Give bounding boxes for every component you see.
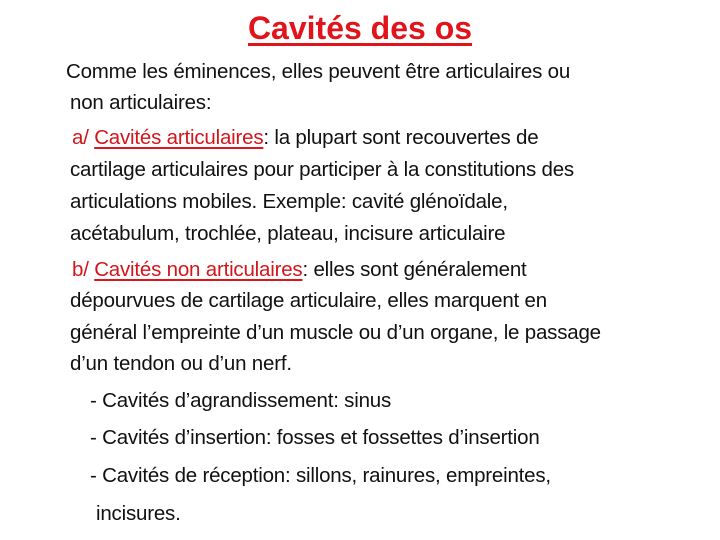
section-a-heading: Cavités articulaires [94,126,264,149]
section-b-line-2: dépourvues de cartilage articulaire, elles marquent en [70,289,547,312]
section-b-prefix: b/ [72,258,95,281]
section-b-line-4: d’un tendon ou d’un nerf. [70,352,292,375]
section-b-text: : elles sont généralement [302,258,527,281]
list-item: - Cavités d’insertion: fosses et fossettes d’insertion [90,426,540,449]
section-a-text: : la plupart sont recouvertes de [263,126,539,149]
section-b-line-1 [72,258,527,282]
intro-line-2: non articulaires: [70,91,212,114]
section-b-line-3: général l’empreinte d’un muscle ou d’un organe, le passage [70,321,601,344]
section-a-prefix: a/ [72,126,95,149]
slide-title [0,10,720,47]
intro-line-1: Comme les éminences, elles peuvent être articulaires ou [66,60,571,83]
list-item: incisures. [96,502,181,525]
list-item: - Cavités de réception: sillons, rainures, empreintes, [90,464,551,487]
section-a-line-1 [72,126,538,150]
list-item: - Cavités d’agrandissement: sinus [90,389,392,412]
section-a-line-3: articulations mobiles. Exemple: cavité glénoïdale, [70,190,508,213]
title-text: Cavités des os [247,10,473,46]
section-a-line-2: cartilage articulaires pour participer à la constitutions des [70,158,574,181]
section-b-heading: Cavités non articulaires [94,258,303,281]
section-a-line-4: acétabulum, trochlée, plateau, incisure articulaire [70,222,506,245]
